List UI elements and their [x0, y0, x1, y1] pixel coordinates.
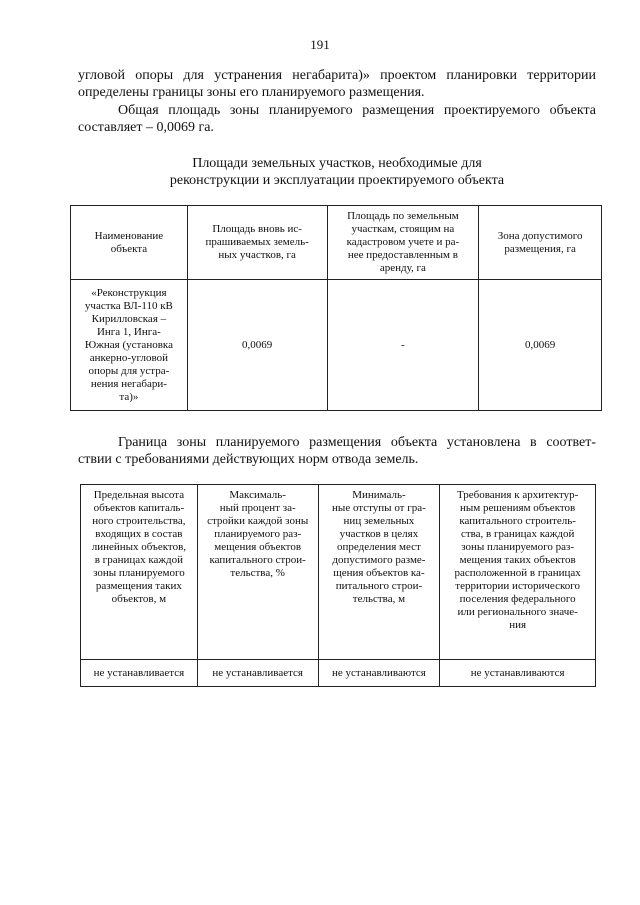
- cell-text-line: тельства, м: [352, 593, 406, 605]
- cell-text-line: размещения, га: [504, 242, 576, 255]
- cell-text-line: линейных объектов,: [91, 541, 187, 553]
- cell-text-line: Минималь-: [352, 489, 406, 501]
- table-row: [71, 280, 602, 411]
- cell-registered-area: -: [327, 280, 479, 411]
- cell-text-line: щения объектов ка-: [333, 567, 425, 579]
- cell-text-line: зоны планируемого раз-: [461, 541, 575, 553]
- cell-text-line: анкерно-угловой: [89, 351, 169, 364]
- cell-text-line: «Реконструкция: [91, 286, 167, 299]
- cell-text-line: Площадь вновь ис-: [212, 223, 302, 235]
- cell-text-line: мещения таких объектов: [459, 554, 576, 566]
- cell-text-line: нения негабари-: [90, 377, 167, 390]
- cell-text-line: Инга 1, Инга-: [96, 325, 161, 338]
- cell-text-line: Кирилловская –: [91, 312, 167, 325]
- cell-text-line: кадастровом учете и ра-: [346, 236, 460, 248]
- paragraph-3-line-2: ствии с требованиями действующих норм отвода земель.: [78, 452, 419, 467]
- cell-text-line: участков в целях: [339, 528, 419, 540]
- header-new-area: [187, 206, 327, 280]
- zone-parameters-table: [80, 484, 596, 687]
- cell-text-line: ного строительства,: [92, 515, 186, 527]
- cell-text-line: Наименование: [94, 229, 164, 242]
- header-max-build-percent: [197, 485, 318, 660]
- table-1-heading: [78, 155, 596, 189]
- cell-text-line: капитального строи-: [209, 554, 306, 566]
- cell-text-line: Южная (установка: [84, 338, 173, 351]
- heading-line-1: Площади земельных участков, необходимые для: [192, 156, 482, 171]
- cell-zone-area: 0,0069: [479, 280, 602, 411]
- cell-new-area: 0,0069: [187, 280, 327, 411]
- cell-max-build-percent: не устанавливается: [197, 660, 318, 687]
- paragraph-1-line-1: угловой опоры для устранения негабарита)» проектом планировки территории: [78, 68, 596, 83]
- paragraph-2-line-1: Общая площадь зоны планируемого размещения проектируемого объекта: [118, 103, 596, 118]
- header-architecture-requirements: [440, 485, 596, 660]
- cell-text-line: или регионального значе-: [457, 606, 578, 618]
- cell-text-line: территории исторического: [455, 580, 580, 592]
- cell-text-line: размещения таких: [95, 580, 182, 592]
- cell-text-line: питального строи-: [335, 580, 423, 592]
- cell-text-line: Требования к архитектур-: [456, 489, 579, 501]
- cell-text-line: ным решениям объектов: [460, 502, 576, 514]
- cell-text-line: стройки каждой зоны: [207, 515, 309, 527]
- cell-text-line: ния: [509, 619, 527, 631]
- cell-text-line: поселения федерального: [459, 593, 576, 605]
- cell-text-line: Предельная высота: [93, 489, 185, 501]
- cell-text-line: капитального строитель-: [459, 515, 576, 527]
- cell-text-line: в границах каждой: [94, 554, 184, 566]
- header-min-setbacks: [318, 485, 440, 660]
- cell-text-line: зоны планируемого: [93, 567, 185, 579]
- cell-architecture-requirements: не устанавливаются: [440, 660, 596, 687]
- cell-text-line: объектов капиталь-: [93, 502, 185, 514]
- cell-text-line: ства, в границах каждой: [460, 528, 575, 540]
- cell-text-line: участкам, стоящим на: [351, 223, 455, 235]
- page-number: 191: [310, 37, 330, 52]
- cell-text-line: прашиваемых земель-: [205, 236, 309, 248]
- cell-text-line: ные отступы от гра-: [332, 502, 426, 514]
- cell-text-line: расположенной в границах: [454, 567, 581, 579]
- cell-max-height: не устанавливается: [81, 660, 198, 687]
- header-zone-area: [479, 206, 602, 280]
- paragraph-1-line-2: определены границы зоны его планируемого размещения.: [78, 85, 425, 100]
- header-registered-area: [327, 206, 479, 280]
- cell-text-line: Площадь по земельным: [347, 210, 459, 222]
- land-area-table: [70, 205, 602, 411]
- paragraph-3-line-1: Граница зоны планируемого размещения объекта установлена в соответ-: [118, 435, 596, 450]
- cell-text-line: ниц земельных: [343, 515, 415, 527]
- table-2-header-row: [81, 485, 596, 660]
- cell-text-line: входящих в состав: [95, 528, 183, 540]
- cell-text-line: допустимого разме-: [332, 554, 426, 566]
- cell-text-line: Максималь-: [229, 489, 286, 501]
- cell-text-line: объекта: [110, 242, 148, 255]
- cell-text-line: та)»: [119, 390, 139, 403]
- cell-text-line: Зона допустимого: [497, 229, 583, 242]
- paragraph-2-line-2: составляет – 0,0069 га.: [78, 120, 214, 135]
- cell-text-line: объектов, м: [111, 593, 167, 605]
- cell-object-name: [71, 280, 188, 411]
- cell-text-line: опоры для устра-: [88, 364, 170, 377]
- cell-text-line: определения мест: [336, 541, 421, 553]
- cell-min-setbacks: не устанавливаются: [318, 660, 440, 687]
- header-max-height: [81, 485, 198, 660]
- table-row: [81, 660, 596, 687]
- cell-text-line: мещения объектов: [214, 541, 302, 553]
- cell-text-line: нее предоставленным в: [347, 249, 458, 261]
- table-1-header-row: [71, 206, 602, 280]
- cell-text-line: участка ВЛ-110 кВ: [84, 299, 173, 312]
- cell-text-line: планируемого раз-: [214, 528, 302, 540]
- heading-line-2: реконструкции и эксплуатации проектируемого объекта: [169, 173, 505, 188]
- cell-text-line: ный процент за-: [219, 502, 296, 514]
- cell-text-line: ных участков, га: [218, 249, 296, 261]
- cell-text-line: аренду, га: [379, 262, 426, 274]
- header-object-name: [71, 206, 188, 280]
- cell-text-line: тельства, %: [230, 567, 285, 579]
